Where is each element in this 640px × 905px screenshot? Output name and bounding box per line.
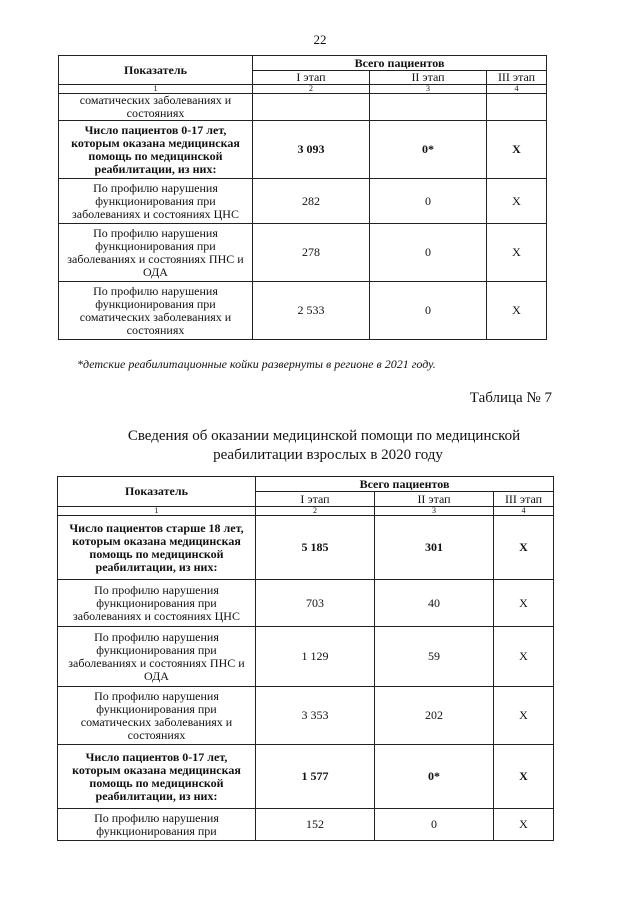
table-caption-line-2: реабилитации взрослых в 2020 году bbox=[213, 447, 443, 463]
cell-stage-2 bbox=[370, 94, 487, 121]
cell-stage-1: 2 533 bbox=[253, 282, 370, 340]
table-body bbox=[58, 516, 554, 841]
cell-stage-3: Х bbox=[494, 687, 554, 745]
row-label: По профилю нарушения функционирования при bbox=[58, 809, 256, 841]
cell-stage-1: 1 577 bbox=[256, 745, 375, 809]
cell-stage-2: 40 bbox=[375, 580, 494, 627]
cell-stage-3: Х bbox=[487, 179, 547, 224]
table-number: Таблица № 7 bbox=[469, 390, 552, 406]
table-row bbox=[58, 809, 554, 841]
cell-stage-1: 5 185 bbox=[256, 516, 375, 580]
header-stage-3: III этап bbox=[487, 71, 547, 85]
row-label: соматических заболеваниях и состояниях bbox=[59, 94, 253, 121]
cell-stage-3 bbox=[487, 94, 547, 121]
column-index: 3 bbox=[370, 85, 487, 94]
cell-stage-2: 0* bbox=[370, 121, 487, 179]
table-row bbox=[59, 282, 547, 340]
cell-stage-3: Х bbox=[494, 745, 554, 809]
header-indicator: Показатель bbox=[58, 477, 256, 507]
column-index: 4 bbox=[494, 507, 554, 516]
table-body bbox=[59, 94, 547, 340]
cell-stage-3: Х bbox=[487, 282, 547, 340]
table-row bbox=[59, 94, 547, 121]
cell-stage-3: Х bbox=[494, 516, 554, 580]
table-row bbox=[58, 745, 554, 809]
cell-stage-3: Х bbox=[487, 121, 547, 179]
table-row bbox=[59, 179, 547, 224]
cell-stage-2: 0 bbox=[370, 224, 487, 282]
column-index: 1 bbox=[59, 85, 253, 94]
table-row bbox=[58, 580, 554, 627]
row-label: Число пациентов старше 18 лет, которым оказана медицинская помощь по медицинской реабилитации, из них: bbox=[58, 516, 256, 580]
cell-stage-2: 0 bbox=[370, 282, 487, 340]
cell-stage-2: 301 bbox=[375, 516, 494, 580]
row-label: По профилю нарушения функционирования при заболеваниях и состояниях ПНС и ОДА bbox=[58, 627, 256, 687]
header-stage-2: II этап bbox=[370, 71, 487, 85]
page-number: 22 bbox=[313, 32, 327, 47]
cell-stage-3: Х bbox=[494, 580, 554, 627]
table-row bbox=[59, 224, 547, 282]
table-row bbox=[59, 121, 547, 179]
header-stage-1: I этап bbox=[256, 492, 375, 507]
row-label: По профилю нарушения функционирования при заболеваниях и состояниях ЦНС bbox=[58, 580, 256, 627]
column-index: 2 bbox=[253, 85, 370, 94]
table-row bbox=[58, 627, 554, 687]
header-stage-2: II этап bbox=[375, 492, 494, 507]
cell-stage-3: Х bbox=[487, 224, 547, 282]
header-indicator: Показатель bbox=[59, 56, 253, 85]
column-index: 1 bbox=[58, 507, 256, 516]
column-index: 2 bbox=[256, 507, 375, 516]
cell-stage-1: 282 bbox=[253, 179, 370, 224]
row-label: Число пациентов 0-17 лет, которым оказана медицинская помощь по медицинской реабилитации, из них: bbox=[59, 121, 253, 179]
rehab-children-table-continued bbox=[58, 55, 547, 340]
rehab-adults-table bbox=[57, 476, 554, 841]
cell-stage-2: 0 bbox=[375, 809, 494, 841]
row-label: По профилю нарушения функционирования при заболеваниях и состояниях ЦНС bbox=[59, 179, 253, 224]
cell-stage-2: 59 bbox=[375, 627, 494, 687]
row-label: По профилю нарушения функционирования при соматических заболеваниях и состояниях bbox=[59, 282, 253, 340]
cell-stage-2: 0 bbox=[370, 179, 487, 224]
cell-stage-2: 0* bbox=[375, 745, 494, 809]
cell-stage-1: 3 353 bbox=[256, 687, 375, 745]
row-label: Число пациентов 0-17 лет, которым оказана медицинская помощь по медицинской реабилитации, из них: bbox=[58, 745, 256, 809]
cell-stage-1 bbox=[253, 94, 370, 121]
cell-stage-1: 1 129 bbox=[256, 627, 375, 687]
cell-stage-1: 152 bbox=[256, 809, 375, 841]
cell-stage-3: Х bbox=[494, 627, 554, 687]
column-index: 3 bbox=[375, 507, 494, 516]
cell-stage-1: 3 093 bbox=[253, 121, 370, 179]
table-caption-line-1: Сведения об оказании медицинской помощи по медицинской bbox=[127, 428, 521, 444]
cell-stage-2: 202 bbox=[375, 687, 494, 745]
footnote: *детские реабилитационные койки развернуты в регионе в 2021 году. bbox=[77, 357, 436, 371]
cell-stage-1: 703 bbox=[256, 580, 375, 627]
table-row bbox=[58, 687, 554, 745]
table-row bbox=[58, 516, 554, 580]
row-label: По профилю нарушения функционирования при соматических заболеваниях и состояниях bbox=[58, 687, 256, 745]
row-label: По профилю нарушения функционирования при заболеваниях и состояниях ПНС и ОДА bbox=[59, 224, 253, 282]
header-stage-1: I этап bbox=[253, 71, 370, 85]
cell-stage-3: Х bbox=[494, 809, 554, 841]
header-total-patients: Всего пациентов bbox=[253, 56, 547, 71]
header-total-patients: Всего пациентов bbox=[256, 477, 554, 492]
column-index: 4 bbox=[487, 85, 547, 94]
cell-stage-1: 278 bbox=[253, 224, 370, 282]
header-stage-3: III этап bbox=[494, 492, 554, 507]
